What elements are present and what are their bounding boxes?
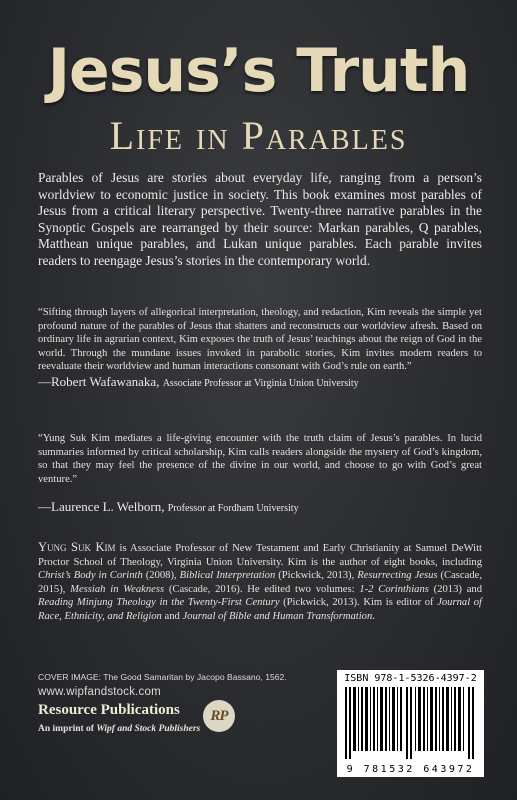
barcode-icon (345, 687, 476, 759)
endorser-role-1: Associate Professor at Virginia Union University (162, 378, 359, 389)
publisher-url[interactable]: www.wipfandstock.com (38, 686, 161, 698)
cover-image-credit: COVER IMAGE: The Good Samaritan by Jacopo Bassano, 1562. (38, 672, 287, 682)
publisher-logo-icon: RP (203, 700, 235, 732)
endorser-name-2: —Laurence L. Welborn, (38, 499, 165, 514)
endorser-name-1: —Robert Wafawanaka, (38, 374, 160, 389)
imprint-line: An imprint of Wipf and Stock Publishers (38, 724, 201, 734)
endorsement-attribution-2 (38, 499, 299, 515)
book-title: Jesus’s Truth (47, 36, 470, 106)
endorsement-quote-2: “Yung Suk Kim mediates a life-giving encounter with the truth claim of Jesus’s parables. In lucid summaries informed by critical scholarship, Kim calls readers alongside the mystery of God’s kingdom, so that they may feel the presence of the divine in our world, and choose to go with God’s great venture.” (38, 433, 482, 485)
book-description: Parables of Jesus are stories about everyday life, ranging from a person’s worldview to economic justice in society. This book examines most parables of Jesus from a critical literary perspective. Twenty-three narrative parables in the Synoptic Gospels are rearranged by their source: Markan parables, Q parables, Matthean unique parables, and Lukan unique parables. Each parable invites readers to reengage Jesus’s stories in the contemporary world. (38, 170, 482, 268)
publisher-name: Resource Publications (38, 702, 180, 718)
author-bio: Yung Suk Kim is Associate Professor of New Testament and Early Christianity at Samuel DeWitt Proctor School of Theology, Virginia Union University. Kim is the author of eight books, including Christ’s Body in Corinth (2008), Biblical Interpretation (Pickwick, 2013), Resurrecting Jesus (Cascade, 2015), Messiah in Weakness (Cascade, 2016). He edited two volumes: 1-2 Corinthians (2013) and Reading Minjung Theology in the Twenty-First Century (Pickwick, 2013). Kim is editor of Journal of Race, Ethnicity, and Religion and Journal of Bible and Human Transformation. (38, 540, 482, 622)
book-subtitle: Life in Parables (109, 113, 408, 158)
endorsement-attribution-1 (38, 374, 359, 390)
author-name: Yung Suk Kim (38, 540, 116, 554)
isbn-number: ISBN 978-1-5326-4397-2 (344, 673, 477, 684)
endorsement-quote-1: “Sifting through layers of allegorical interpretation, theology, and redaction, Kim reveals the simple yet profound nature of the parables of Jesus that shatters and reconstructs our worldview afresh. Based on ordinary life in agrarian context, Kim exposes the truth of Jesus’ teachings about the reign of God in the world. Through the mundane issues invoked in parabolic stories, Kim invites modern readers to reevaluate their worldview and human interactions consonant with God’s rule on earth.” (38, 307, 482, 372)
isbn-barcode (337, 670, 484, 777)
barcode-number: 9 781532 643972 (346, 764, 475, 775)
endorser-role-2: Professor at Fordham University (167, 503, 299, 514)
